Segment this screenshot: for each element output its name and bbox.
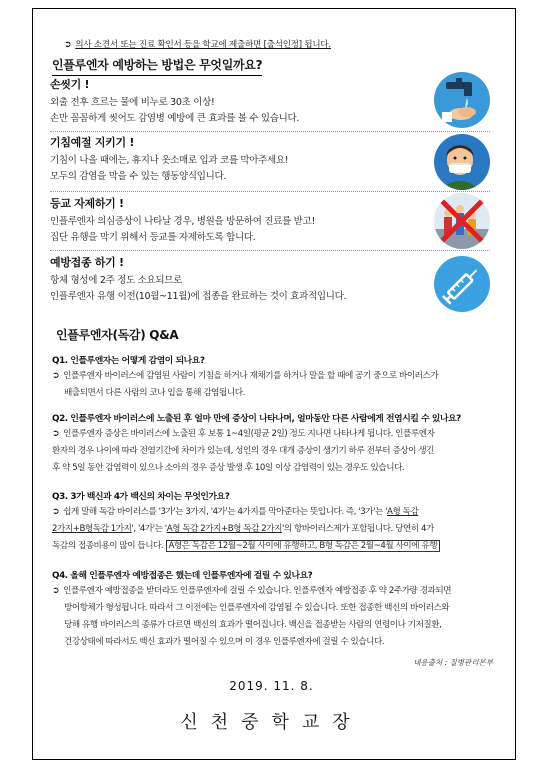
prevention-line: 손만 꼼꼼하게 씻어도 감염병 예방에 큰 효과를 볼 수 있습니다. (50, 113, 300, 124)
arrow-icon: ➲ (52, 371, 60, 381)
answer-1 (52, 368, 498, 402)
question-1: Q1. 인플루엔자는 어떻게 감염이 되나요? (52, 356, 205, 366)
prevention-item-handwashing (50, 76, 490, 132)
answer-3 (52, 504, 498, 555)
prevention-title: 인플루엔자 예방하는 방법은 무엇일까요? (52, 56, 262, 76)
prevention-line: 집단 유행을 막기 위해서 등교를 자제하도록 합니다. (50, 232, 256, 243)
dotted-divider (50, 131, 490, 132)
prevention-heading: 등교 자제하기 ! (50, 197, 124, 210)
prevention-item-stay-home (50, 195, 490, 251)
answer-text: 독감의 접종비용이 많이 듭니다. (52, 541, 164, 551)
answer-2 (52, 426, 498, 477)
answer-text: ', '4가'는 ' (131, 524, 167, 534)
syringe-icon (434, 256, 490, 312)
dotted-divider (50, 191, 490, 192)
arrow-icon: ➲ (52, 586, 60, 596)
answer-line: 인플루엔자 예방접종을 받더라도 인플루엔자에 걸릴 수 있습니다. 인플루엔자 예방접종 후 약 2주가량 경과되면 (63, 586, 452, 596)
answer-4 (52, 583, 498, 651)
prevention-line: 외출 전후 흐르는 물에 비누로 30초 이상! (50, 97, 215, 108)
qa-title: 인플루엔자(독감) Q&A (56, 328, 179, 342)
arrow-icon: ➲ (52, 507, 60, 517)
handwashing-icon (434, 72, 490, 128)
document-date: 2019. 11. 8. (229, 679, 314, 693)
school-principal-signature: 신천중학교장 (180, 712, 363, 733)
prevention-line: 인플루엔자 의심증상이 나타날 경우, 병원을 방문하여 진료를 받고! (50, 216, 315, 227)
prevention-item-vaccination (50, 254, 490, 312)
arrow-icon: ➲ (64, 40, 72, 50)
prevention-heading: 손씻기 ! (50, 78, 90, 91)
prevention-heading: 예방접종 하기 ! (50, 256, 124, 269)
answer-line: 건강상태에 따라서도 백신 효과가 떨어질 수 있으며 이 경우 인플루엔자에 걸릴 수 있습니다. (64, 637, 385, 647)
question-3: Q3. 3가 백신과 4가 백신의 차이는 무엇인가요? (52, 492, 230, 502)
question-2: Q2. 인플루엔자 바이러스에 노출된 후 얼마 만에 증상이 나타나며, 얼마동안 다른 사람에게 전염시킬 수 있나요? (52, 414, 461, 424)
mask-icon (434, 134, 490, 190)
prevention-heading: 기침예절 지키기 ! (50, 136, 135, 149)
no-school-icon (434, 193, 490, 249)
arrow-icon: ➲ (52, 429, 60, 439)
answer-underline: 2가지+B형독감 1가지 (52, 524, 132, 534)
prevention-line: 항체 형성에 2주 정도 소요되므로 (50, 275, 183, 286)
prevention-line: 기침이 나올 때에는, 휴지나 옷소매로 입과 코를 막아주세요! (50, 155, 289, 166)
answer-underline: A형 독감 (387, 507, 419, 517)
answer-line: 후 약 5일 동안 감염력이 있으나 소아의 경우 증상 발생 후 10일 이상 감염력이 있는 경우도 있습니다. (52, 463, 405, 473)
answer-text: 쉽게 말해 독감 바이러스를 '3가'는 3가지, '4가'는 4가지를 막아준다는 뜻입니다. 즉, '3가'는 ' (63, 507, 388, 517)
answer-line: 환자의 경우 나이에 따라 전염기간에 차이가 있는데, 성인의 경우 대개 증상이 생기기 하루 전부터 증상이 생긴 (52, 446, 434, 456)
answer-line: 배출되면서 다른 사람의 코나 입을 통해 감염됩니다. (64, 388, 245, 398)
answer-line: 당해 유행 바이러스의 종류가 다르면 백신의 효과가 떨어집니다. 백신을 접종받는 사람의 연령이나 기저질환, (64, 620, 442, 630)
attendance-note-text: 의사 소견서 또는 진료 확인서 등을 학교에 제출하면 [출석인정] 됩니다. (75, 40, 331, 50)
answer-line: 방어항체가 형성됩니다. 따라서 그 이전에는 인플루엔자에 감염될 수 있습니다. 또한 접종한 백신의 바이러스와 (64, 603, 450, 613)
prevention-line: 모두의 감염을 막을 수 있는 행동양식입니다. (50, 171, 227, 182)
question-4: Q4. 올해 인플루엔자 예방접종은 했는데 인플루엔자에 걸릴 수 있나요? (52, 571, 313, 581)
answer-text: '의 항바이러스제가 포함됩니다. 당연히 4가 (282, 524, 434, 534)
prevention-item-cough-etiquette (50, 134, 490, 192)
prevention-line: 인플루엔자 유행 이전(10월~11월)에 접종을 완료하는 것이 효과적입니다. (50, 291, 347, 302)
season-note-box: A형은 독감은 12월~2월 사이에 유행하고, B형 독감은 2월~4월 사이에 유행 (166, 540, 441, 552)
dotted-divider (50, 250, 490, 251)
answer-line: 인플루엔자 증상은 바이러스에 노출된 후 보통 1~4일(평균 2일) 정도 지나면 나타나게 됩니다. 인플루엔자 (63, 429, 435, 439)
answer-underline: A형 독감 2가지+B형 독감 2가지 (166, 524, 283, 534)
answer-line: 인플루엔자 바이러스에 감염된 사람이 기침을 하거나 재채기를 하거나 말을 할 때에 공기 중으로 바이러스가 (63, 371, 439, 381)
attendance-note (64, 38, 331, 50)
source-credit: 내용출처 : 질병관리본부 (413, 658, 493, 667)
